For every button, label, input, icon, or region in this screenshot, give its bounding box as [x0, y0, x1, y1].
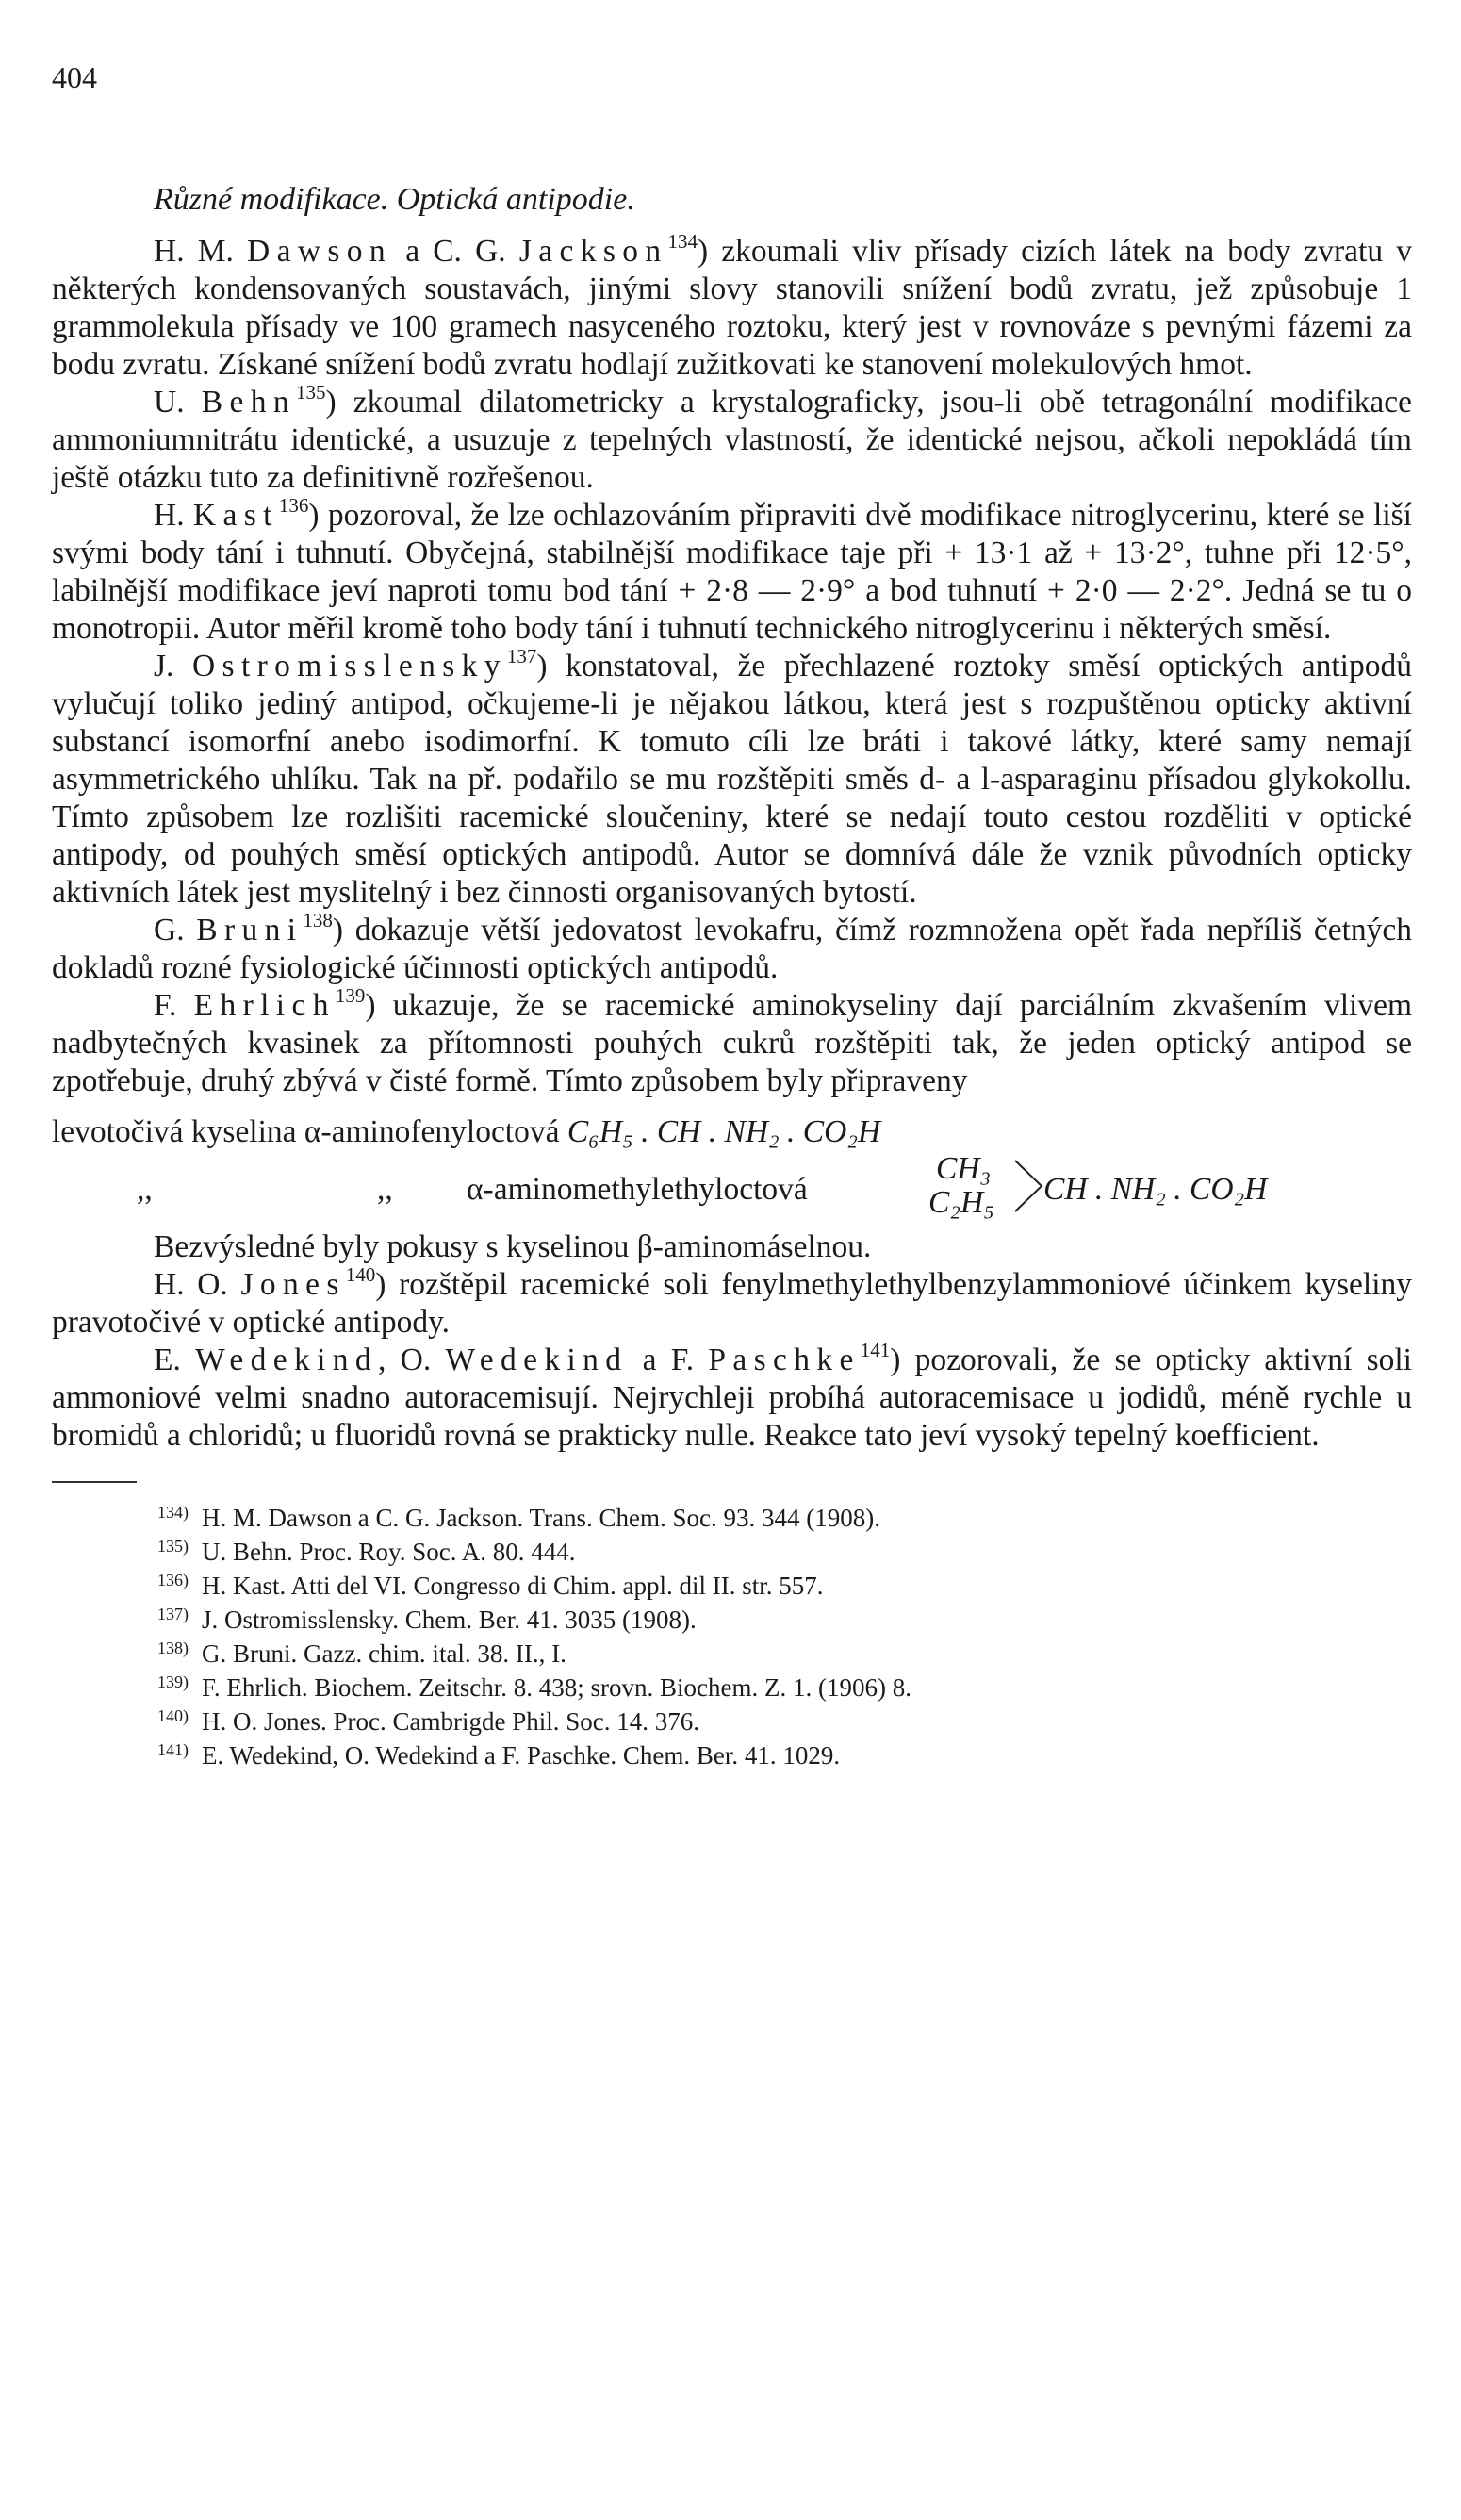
paragraph-ostromisslensky	[52, 645, 1412, 912]
author-name: Behn	[201, 385, 296, 420]
author-initials: E.	[154, 1342, 196, 1377]
footnote-number: 140)	[157, 1706, 189, 1725]
footnote-number: 138)	[157, 1639, 189, 1657]
author-separator: a F.	[628, 1342, 709, 1377]
author-separator: a C. G.	[392, 234, 519, 269]
author-name: Wedekind	[445, 1342, 629, 1377]
footnote-text: H. O. Jones. Proc. Cambrigde Phil. Soc. 14. 376.	[202, 1707, 699, 1736]
paragraph-text: ) pozorovali, že se opticky aktivní soli ammoniové velmi snadno autoracemisují. Nejrychleji probíhá autoracemisace u jodidů, méně rychle u bromidů a chloridů; u fluoridů rovná se prakticky nulle. Reakce tato jeví vysoký tepelný koefficient.	[52, 1342, 1412, 1453]
footnote-number: 137)	[157, 1605, 189, 1623]
author-name: Jackson	[518, 234, 668, 269]
footnote-item	[52, 1600, 1412, 1634]
formula-2-branch-top: CH₃	[936, 1151, 992, 1186]
footnote-number: 134)	[157, 1503, 189, 1522]
paragraph-ehrlich	[52, 984, 1412, 1100]
footnote-text: U. Behn. Proc. Roy. Soc. A. 80. 444.	[202, 1538, 576, 1566]
page-number: 404	[52, 60, 97, 94]
footnote-item	[52, 1668, 1412, 1702]
footnote-item	[52, 1736, 1412, 1770]
footnote-ref: 137	[506, 645, 537, 667]
footnote-item	[52, 1702, 1412, 1736]
paragraph-jones	[52, 1263, 1412, 1342]
footnotes	[52, 1498, 1412, 1770]
formula-2-label: α-aminomethylethyloctová	[467, 1172, 808, 1207]
footnote-ref: 139	[335, 984, 366, 1007]
footnote-number: 135)	[157, 1537, 189, 1556]
author-name: Jones	[240, 1267, 346, 1302]
footnote-text: H. Kast. Atti del VI. Congresso di Chim. appl. dil II. str. 557.	[202, 1572, 824, 1600]
paragraph-behn	[52, 381, 1412, 497]
footnote-ref: 136	[278, 494, 309, 517]
footnote-item	[52, 1634, 1412, 1668]
author-name: Wedekind	[195, 1342, 379, 1377]
footnote-ref: 141	[860, 1339, 891, 1361]
paragraph-text: ) rozštěpil racemické soli fenylmethylethylbenzylammoniové účinkem kyseliny pravotočivé v optické antipody.	[52, 1267, 1412, 1340]
paragraph-text: ) dokazuje větší jedovatost levokafru, čímž rozmnožena opět řada nepříliš četných dokladů rozné fysiologické účinnosti optických antipodů.	[52, 913, 1412, 985]
author-separator: , O.	[378, 1342, 446, 1377]
formula-line-2	[52, 1151, 1412, 1221]
author-name: Paschke	[708, 1342, 861, 1377]
footnote-item	[52, 1566, 1412, 1600]
author-name: Ostromisslensky	[191, 649, 507, 684]
author-name: Bruni	[196, 913, 304, 947]
footnote-rule	[52, 1481, 137, 1483]
footnote-ref: 140	[345, 1263, 376, 1286]
formula-line-1	[52, 1113, 1412, 1151]
paragraph-beta	[52, 1228, 1412, 1266]
author-name: Dawson	[247, 234, 393, 269]
formula-1-label: levotočivá kyselina α-aminofenyloctová	[52, 1114, 567, 1149]
footnote-ref: 135	[295, 381, 326, 404]
author-initials: H. M.	[154, 234, 248, 269]
author-name: Kast	[192, 498, 279, 533]
paragraph-text: ) zkoumali vliv přísady cizích látek na body zvratu v některých kondensovaných soustavách, jinými slovy stanovili snížení bodů zvratu, jež způsobuje 1 grammolekula přísady ve 100 gramech nasyceného roztoku, který jest v rovnováze s pevnými fázemi za bodu zvratu. Získané snížení bodů zvratu hodlají zužitkovati ke stanovení molekulových hmot.	[52, 234, 1413, 382]
formula-2-branch	[928, 1151, 994, 1221]
paragraph-text: ) konstatoval, že přechlazené roztoky směsí optických antipodů vylučují toliko jediný antipod, očkujeme-li je nějakou látkou, která jest s rozpuštěnou opticky aktivní substancí isomorfní anebo isodimorfní. K tomuto cíli lze bráti i takové látky, které samy nemají asymmetrického uhlíku. Tak na př. podařilo se mu rozštěpiti směs d- a l-asparaginu přísadou glykokollu. Tímto způsobem lze rozlišiti racemické sloučeniny, které se nedají touto cestou rozděliti v optické antipody, od pouhých směsí optických antipodů. Autor se domnívá dále že vznik původních opticky aktivních látek jest myslitelný i bez činnosti organisovaných bytostí.	[52, 649, 1412, 910]
author-initials: F.	[154, 988, 194, 1023]
paragraph-wedekind	[52, 1339, 1412, 1455]
author-initials: J.	[154, 649, 192, 684]
paragraph-dawson	[52, 230, 1413, 384]
footnote-number: 139)	[157, 1672, 189, 1691]
author-initials: H.	[154, 498, 193, 533]
ditto-mark-2: ,,	[377, 1172, 393, 1207]
paragraph-bruni	[52, 909, 1412, 987]
section-title: Různé modifikace. Optická antipodie.	[154, 182, 635, 217]
formula-2-expression: CH . NH₂ . CO₂H	[1043, 1172, 1268, 1207]
paragraph-text: ) zkoumal dilatometricky a krystalograficky, jsou-li obě tetragonální modifikace ammoniumnitrátu identické, a usuzuje z tepelných vlastností, že identické nejsou, ačkoli nepokládá tím ještě otázku tuto za definitivně rozřešenou.	[52, 385, 1412, 495]
author-name: Ehrlich	[193, 988, 336, 1023]
footnote-ref: 138	[303, 909, 333, 931]
paragraph-text: Bezvýsledné byly pokusy s kyselinou β-aminomáselnou.	[154, 1229, 872, 1264]
footnote-number: 136)	[157, 1571, 189, 1589]
body-text	[52, 230, 1413, 1100]
formula-1-expression: C₆H₅ . CH . NH₂ . CO₂H	[566, 1114, 881, 1149]
footnote-number: 141)	[157, 1740, 189, 1759]
formula-2-branch-bottom: C₂H₅	[928, 1185, 994, 1220]
footnote-text: H. M. Dawson a C. G. Jackson. Trans. Chem. Soc. 93. 344 (1908).	[202, 1504, 880, 1532]
paragraph-text: ) ukazuje, že se racemické aminokyseliny dají parciálním zkvašením vlivem nadbytečných kvasinek za přítomnosti pouhých cukrů rozštěpiti tak, že jeden optický antipod se zpotřebuje, druhý zbývá v čisté formě. Tímto způsobem byly připraveny	[52, 988, 1412, 1098]
footnote-item	[52, 1498, 1412, 1532]
footnote-ref: 134	[667, 230, 698, 253]
body-text-continued	[52, 1228, 1412, 1455]
paragraph-kast	[52, 494, 1412, 648]
footnote-text: F. Ehrlich. Biochem. Zeitschr. 8. 438; srovn. Biochem. Z. 1. (1906) 8.	[202, 1673, 911, 1702]
author-initials: G.	[154, 913, 197, 947]
footnote-text: E. Wedekind, O. Wedekind a F. Paschke. Chem. Ber. 41. 1029.	[202, 1741, 841, 1770]
footnote-item	[52, 1532, 1412, 1566]
author-initials: H. O.	[154, 1267, 241, 1302]
footnote-text: G. Bruni. Gazz. chim. ital. 38. II., I.	[202, 1639, 566, 1668]
author-initials: U.	[154, 385, 202, 420]
paragraph-text: ) pozoroval, že lze ochlazováním připraviti dvě modifikace nitroglycerinu, které se liší svými body tání i tuhnutí. Obyčejná, stabilnější modifikace taje při + 13·1 až + 13·2°, tuhne při 12·5°, labilnější modifikace jeví naproti tomu bod tání + 2·8 — 2·9° a bod tuhnutí + 2·0 — 2·2°. Jedná se tu o monotropii. Autor měřil kromě toho body tání i tuhnutí technického nitroglycerinu i některých směsí.	[52, 498, 1412, 646]
branch-connector	[1013, 1155, 1045, 1217]
ditto-mark-1: ,,	[137, 1172, 153, 1207]
footnote-text: J. Ostromisslensky. Chem. Ber. 41. 3035 (1908).	[202, 1606, 697, 1634]
